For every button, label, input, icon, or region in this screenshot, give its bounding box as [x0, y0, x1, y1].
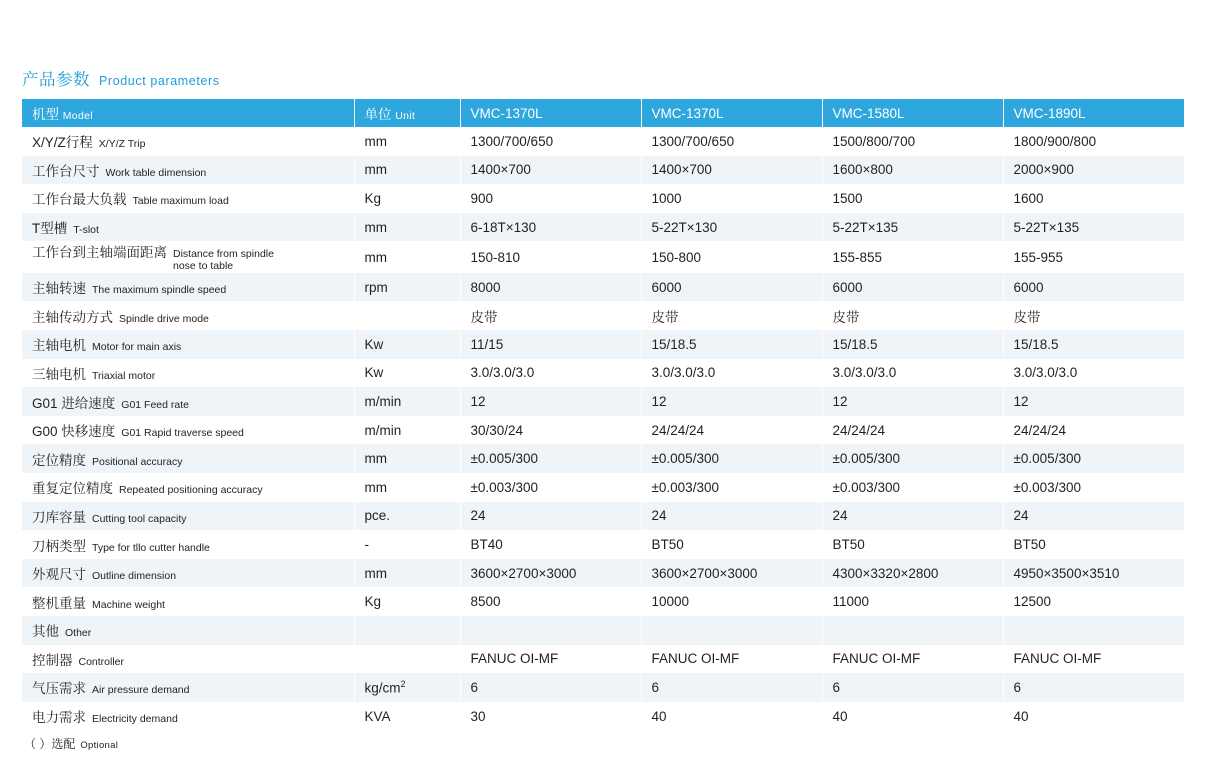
row-value-4: 皮带	[1003, 301, 1184, 330]
row-label-en: Outline dimension	[92, 570, 177, 583]
row-unit: mm	[354, 473, 460, 502]
row-value-1: ±0.003/300	[460, 473, 641, 502]
row-unit: mm	[354, 156, 460, 185]
row-label-en: Cutting tool capacity	[92, 512, 187, 525]
table-body	[22, 127, 1184, 730]
row-value-3: 40	[822, 702, 1003, 731]
table-row	[22, 273, 1184, 302]
row-value-2: 24/24/24	[641, 416, 822, 445]
row-label-cn: 气压需求	[32, 681, 86, 697]
row-label-en: G01 Rapid traverse speed	[121, 427, 244, 440]
table-row	[22, 156, 1184, 185]
row-value-4: ±0.005/300	[1003, 444, 1184, 473]
table-row	[22, 213, 1184, 242]
row-label	[22, 645, 354, 674]
row-value-2: 皮带	[641, 301, 822, 330]
row-unit: $kg/cm^2$	[354, 673, 460, 702]
row-label	[22, 473, 354, 502]
table-row	[22, 416, 1184, 445]
row-label-en: Electricity demand	[92, 713, 178, 726]
row-label	[22, 616, 354, 645]
row-value-1: FANUC OI-MF	[460, 645, 641, 674]
row-value-4: 3.0/3.0/3.0	[1003, 359, 1184, 388]
row-label-cn: 定位精度	[32, 452, 86, 468]
column-header-model-3-label: VMC-1580L	[832, 105, 905, 121]
row-unit: mm	[354, 213, 460, 242]
table-header	[22, 99, 1184, 127]
row-label-en: G01 Feed rate	[121, 398, 189, 411]
row-value-2: 3600×2700×3000	[641, 559, 822, 588]
row-value-2: 150-800	[641, 241, 822, 273]
row-value-2: 1300/700/650	[641, 127, 822, 156]
row-value-3: 11000	[822, 587, 1003, 616]
row-value-4: 2000×900	[1003, 156, 1184, 185]
row-value-2: 10000	[641, 587, 822, 616]
column-header-model-2	[641, 99, 822, 127]
row-value-1: 30/30/24	[460, 416, 641, 445]
row-value-1: 900	[460, 184, 641, 213]
row-label	[22, 359, 354, 388]
row-label-cn: 重复定位精度	[32, 481, 113, 497]
section-heading-en: Product parameters	[99, 74, 220, 88]
row-label-cn: 刀柄类型	[32, 538, 86, 554]
column-header-model-1	[460, 99, 641, 127]
row-label-cn: 整机重量	[32, 595, 86, 611]
row-unit: -	[354, 530, 460, 559]
column-header-model-2-label: VMC-1370L	[651, 105, 724, 121]
table-row	[22, 702, 1184, 731]
row-value-2: 6	[641, 673, 822, 702]
row-label	[22, 184, 354, 213]
row-value-1: 3600×2700×3000	[460, 559, 641, 588]
row-value-2: 3.0/3.0/3.0	[641, 359, 822, 388]
row-value-3: 皮带	[822, 301, 1003, 330]
row-label-cn: 主轴转速	[32, 281, 86, 297]
row-value-3: 24	[822, 502, 1003, 531]
row-label-cn: 电力需求	[32, 710, 86, 726]
column-header-unit-en: Unit	[395, 110, 416, 122]
row-value-1: 6	[460, 673, 641, 702]
row-value-3: 5-22T×135	[822, 213, 1003, 242]
row-value-2: BT50	[641, 530, 822, 559]
table-row	[22, 559, 1184, 588]
row-value-2: 40	[641, 702, 822, 731]
row-label	[22, 673, 354, 702]
row-unit: Kg	[354, 184, 460, 213]
row-label-cn: 刀库容量	[32, 509, 86, 525]
footnote-en: Optional	[80, 740, 119, 751]
row-label-en: Table maximum load	[132, 195, 229, 208]
row-value-1: 1400×700	[460, 156, 641, 185]
row-value-3: 4300×3320×2800	[822, 559, 1003, 588]
row-unit: mm	[354, 559, 460, 588]
row-value-4: 40	[1003, 702, 1184, 731]
row-value-3: 15/18.5	[822, 330, 1003, 359]
row-value-2: 6000	[641, 273, 822, 302]
row-value-4: 1600	[1003, 184, 1184, 213]
table-row	[22, 673, 1184, 702]
row-value-2: 15/18.5	[641, 330, 822, 359]
row-label-en: Other	[65, 627, 92, 640]
row-label	[22, 156, 354, 185]
row-value-4: 4950×3500×3510	[1003, 559, 1184, 588]
row-label-cn: 三轴电机	[32, 366, 86, 382]
row-label	[22, 702, 354, 731]
row-value-1: 3.0/3.0/3.0	[460, 359, 641, 388]
column-header-unit-cn: 单位	[364, 107, 392, 122]
row-value-4: 155-955	[1003, 241, 1184, 273]
row-unit: mm	[354, 444, 460, 473]
table-row	[22, 184, 1184, 213]
row-label-en: Type for tllo cutter handle	[92, 541, 210, 554]
row-label-cn: 工作台最大负载	[32, 192, 127, 208]
row-value-1	[460, 616, 641, 645]
table-row	[22, 444, 1184, 473]
row-label	[22, 559, 354, 588]
row-value-3: 6000	[822, 273, 1003, 302]
column-header-unit	[354, 99, 460, 127]
row-value-3: 1500/800/700	[822, 127, 1003, 156]
row-label	[22, 444, 354, 473]
column-header-model-3	[822, 99, 1003, 127]
row-value-4: BT50	[1003, 530, 1184, 559]
row-value-1: 8000	[460, 273, 641, 302]
row-value-2: ±0.003/300	[641, 473, 822, 502]
row-label-en: Air pressure demand	[92, 684, 190, 697]
row-value-4: 24/24/24	[1003, 416, 1184, 445]
row-unit	[354, 301, 460, 330]
row-label-en: Positional accuracy	[92, 455, 183, 468]
row-value-1: 8500	[460, 587, 641, 616]
row-value-1: 6-18T×130	[460, 213, 641, 242]
row-label-cn: T型槽	[32, 221, 68, 237]
row-unit: pce.	[354, 502, 460, 531]
row-value-2: 24	[641, 502, 822, 531]
row-label-cn: X/Y/Z行程	[32, 135, 93, 151]
row-value-3: 1500	[822, 184, 1003, 213]
column-header-model-1-label: VMC-1370L	[470, 105, 543, 121]
row-label-cn: G01 进给速度	[32, 395, 116, 411]
row-unit: rpm	[354, 273, 460, 302]
row-value-3: 1600×800	[822, 156, 1003, 185]
row-value-1: 皮带	[460, 301, 641, 330]
row-value-4: 6	[1003, 673, 1184, 702]
row-unit: KVA	[354, 702, 460, 731]
table-row	[22, 530, 1184, 559]
row-label-en: Spindle drive mode	[119, 312, 209, 325]
row-value-2: FANUC OI-MF	[641, 645, 822, 674]
row-label	[22, 387, 354, 416]
table-row	[22, 241, 1184, 273]
table-row	[22, 127, 1184, 156]
row-label-cn: 主轴电机	[32, 338, 86, 354]
row-label	[22, 587, 354, 616]
row-value-1: 24	[460, 502, 641, 531]
row-value-2	[641, 616, 822, 645]
row-unit: mm	[354, 127, 460, 156]
row-label	[22, 330, 354, 359]
column-header-model-en: Model	[62, 110, 93, 122]
row-value-1: 11/15	[460, 330, 641, 359]
row-value-1: 1300/700/650	[460, 127, 641, 156]
row-label-en: Distance from spindle nose to table	[173, 248, 274, 273]
row-unit: m/min	[354, 387, 460, 416]
row-label	[22, 213, 354, 242]
row-label	[22, 301, 354, 330]
table-row	[22, 330, 1184, 359]
row-value-4: ±0.003/300	[1003, 473, 1184, 502]
row-label-cn: 工作台到主轴端面距离	[32, 245, 167, 261]
row-value-3: 3.0/3.0/3.0	[822, 359, 1003, 388]
row-label-en: Controller	[78, 655, 125, 668]
row-value-1: BT40	[460, 530, 641, 559]
row-label-cn: 工作台尺寸	[32, 163, 100, 179]
row-value-4: 1800/900/800	[1003, 127, 1184, 156]
section-heading	[22, 66, 220, 90]
row-label-cn: 外观尺寸	[32, 567, 86, 583]
row-label-en: Motor for main axis	[92, 341, 182, 354]
row-label	[22, 416, 354, 445]
table-row	[22, 301, 1184, 330]
column-header-model-cn: 机型	[32, 107, 59, 122]
row-label	[22, 530, 354, 559]
row-value-4: 24	[1003, 502, 1184, 531]
row-unit	[354, 616, 460, 645]
row-value-3: ±0.005/300	[822, 444, 1003, 473]
row-label	[22, 273, 354, 302]
row-label-cn: 主轴传动方式	[32, 309, 113, 325]
row-value-4: 5-22T×135	[1003, 213, 1184, 242]
row-value-2: ±0.005/300	[641, 444, 822, 473]
table-row	[22, 502, 1184, 531]
row-value-4: 12500	[1003, 587, 1184, 616]
row-label-en: X/Y/Z Trip	[98, 138, 146, 151]
row-value-2: 1400×700	[641, 156, 822, 185]
row-value-1: ±0.005/300	[460, 444, 641, 473]
product-parameters-table	[22, 99, 1184, 730]
row-unit: Kw	[354, 359, 460, 388]
row-value-3: 24/24/24	[822, 416, 1003, 445]
row-value-4: 12	[1003, 387, 1184, 416]
table-row	[22, 645, 1184, 674]
footnote	[24, 735, 118, 752]
footnote-cn: （ ）选配	[24, 737, 76, 751]
row-label-en: Triaxial motor	[92, 369, 156, 382]
row-unit	[354, 645, 460, 674]
row-label	[22, 127, 354, 156]
row-value-4: 15/18.5	[1003, 330, 1184, 359]
table-row	[22, 359, 1184, 388]
row-value-3: 6	[822, 673, 1003, 702]
row-label-en: Machine weight	[92, 598, 165, 611]
table-row	[22, 473, 1184, 502]
table-row	[22, 616, 1184, 645]
row-value-2: 12	[641, 387, 822, 416]
section-heading-cn: 产品参数	[22, 71, 90, 89]
row-label-en: T-slot	[73, 224, 99, 237]
row-value-4	[1003, 616, 1184, 645]
row-value-3: ±0.003/300	[822, 473, 1003, 502]
row-value-3	[822, 616, 1003, 645]
column-header-model	[22, 99, 354, 127]
column-header-model-4	[1003, 99, 1184, 127]
row-unit: Kg	[354, 587, 460, 616]
table-row	[22, 587, 1184, 616]
row-value-3: BT50	[822, 530, 1003, 559]
row-value-2: 5-22T×130	[641, 213, 822, 242]
row-unit: m/min	[354, 416, 460, 445]
row-unit: mm	[354, 241, 460, 273]
row-value-4: 6000	[1003, 273, 1184, 302]
row-label-cn: 其他	[32, 624, 59, 640]
row-value-1: 30	[460, 702, 641, 731]
row-label-cn: G00 快移速度	[32, 424, 116, 440]
row-unit: Kw	[354, 330, 460, 359]
table-header-row	[22, 99, 1184, 127]
row-label	[22, 241, 354, 273]
row-label-cn: 控制器	[32, 652, 73, 668]
table-row	[22, 387, 1184, 416]
row-value-4: FANUC OI-MF	[1003, 645, 1184, 674]
row-value-3: 12	[822, 387, 1003, 416]
row-label	[22, 502, 354, 531]
column-header-model-4-label: VMC-1890L	[1013, 105, 1086, 121]
row-value-3: 155-855	[822, 241, 1003, 273]
row-label-en: Repeated positioning accuracy	[119, 484, 263, 497]
row-value-3: FANUC OI-MF	[822, 645, 1003, 674]
row-label-en: Work table dimension	[105, 166, 207, 179]
row-value-2: 1000	[641, 184, 822, 213]
row-value-1: 12	[460, 387, 641, 416]
row-label-en: The maximum spindle speed	[92, 284, 227, 297]
row-value-1: 150-810	[460, 241, 641, 273]
